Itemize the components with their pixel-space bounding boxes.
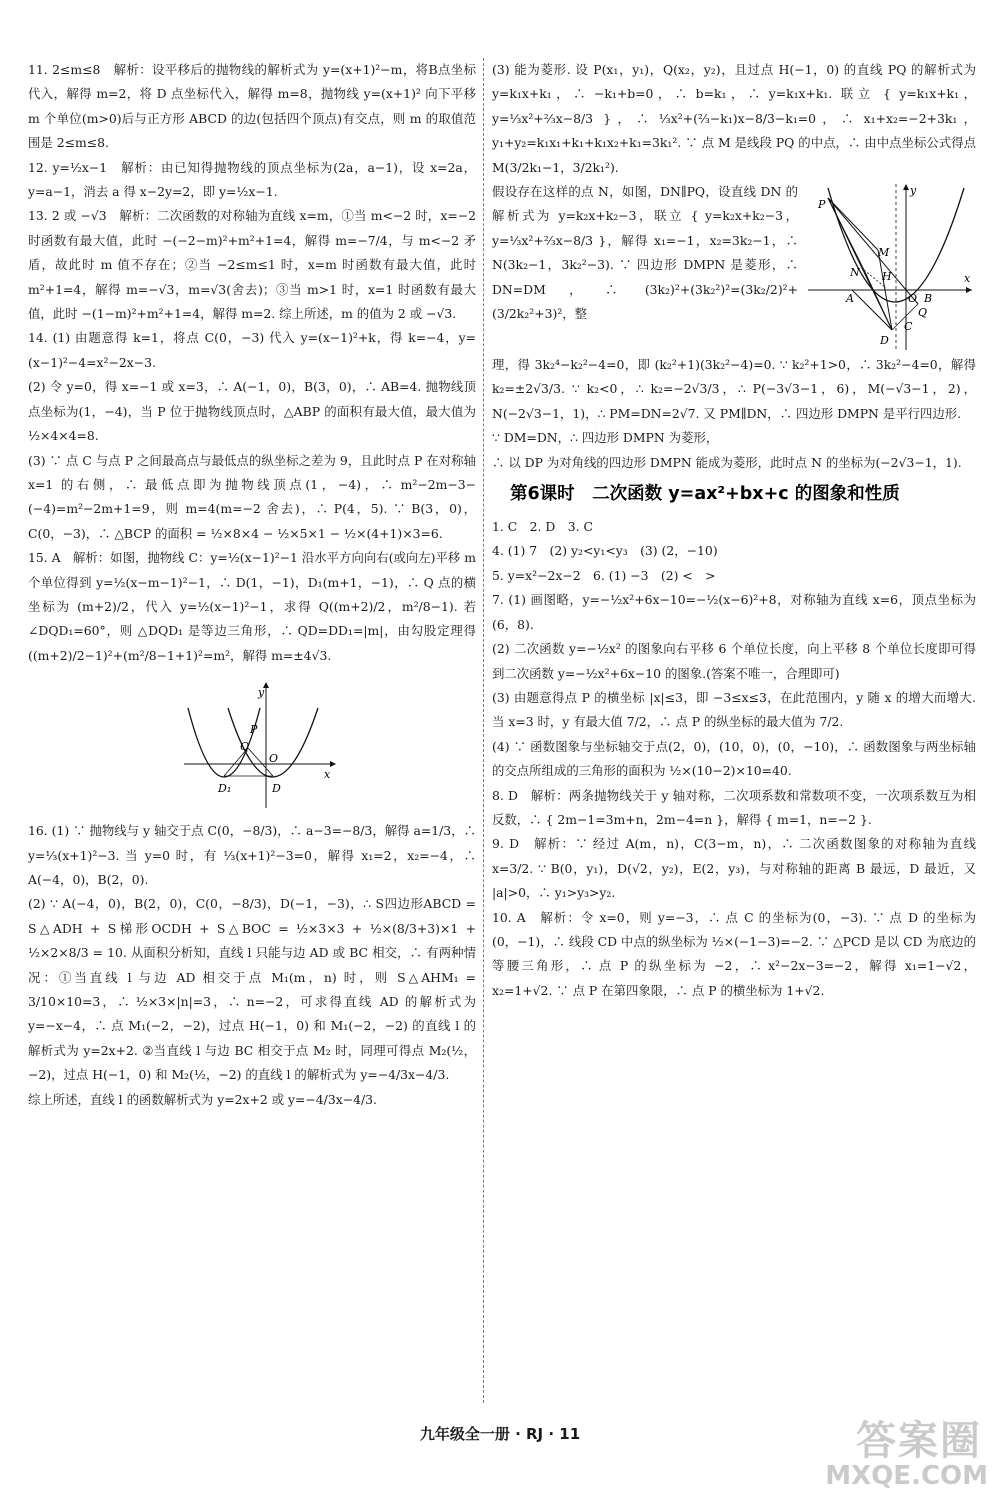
fig2-label-d: D <box>880 334 889 348</box>
fig2-label-h: H <box>882 270 892 284</box>
rhombus-figure <box>806 180 976 353</box>
left-answers-q16 <box>28 819 476 1112</box>
watermark-bottom-text: MXQE.COM <box>825 1461 988 1491</box>
fig1-label-q: Q <box>240 740 250 754</box>
fig1-label-d: D <box>272 782 281 796</box>
answer-paragraph: 13. 2 或 −√3 解析：二次函数的对称轴为直线 x=m，①当 m<−2 时，x=−2 时函数有最大值，此时 −(−2−m)²+m²+1=4，解得 m=−7/4，与 m<−2 矛盾，故此时 m 值不存在；②当 −2≤m≤1 时，x=m 时函数有最大值，此时 m²+1=4，解得 m=−√3，m=√3(舍去)；③当 m>1 时，x=1 时函数有最大值，此时 −(1−m)²+m²+1=4，解得 m=2. 综上所述，m 的值为 2 或 −√3. <box>28 208 476 322</box>
answer-paragraph: 5. y=x²−2x−2 6. (1) −3 (2) < > <box>492 567 716 583</box>
fig1-label-x: x <box>324 768 331 782</box>
answer-paragraph: 16. (1) ∵ 抛物线与 y 轴交于点 C(0，−8/3)，∴ a−3=−8/3，解得 a=1/3，∴ y=⅓(x+1)²−3. 当 y=0 时，有 ⅓(x+1)²−3=0，解得 x₁=2，x₂=−4，∴ A(−4，0)，B(2，0). <box>28 823 476 887</box>
answer-paragraph: (2) 令 y=0，得 x=−1 或 x=3，∴ A(−1，0)，B(3，0)，∴ AB=4. 抛物线顶点坐标为(1，−4)，当 P 位于抛物线顶点时，△ABP 的面积有最大值，最大值为 ½×4×4=8. <box>28 379 476 444</box>
answer-paragraph: ∴ 以 DP 为对角线的四边形 DMPN 能成为菱形，此时点 N 的坐标为(−2√3−1，1). <box>492 454 962 470</box>
answer-paragraph: (3) 能为菱形. 设 P(x₁，y₁)，Q(x₂，y₂)，且过点 H(−1，0) 的直线 PQ 的解析式为 y=k₁x+k₁，∴ −k₁+b=0，∴ b=k₁，∴ y=k₁x+k₁. 联立 { y=k₁x+k₁，y=⅓x²+⅔x−8/3 }，∴ ⅓x²+(⅔−k₁)x−8/3−k₁=0，∴ x₁+x₂=−2+3k₁，y₁+y₂=k₁x₁+k₁+k₁x₂+k₁=3k₁². ∵ 点 M 是线段 PQ 的中点，∴ 由中点坐标公式得点 M(3/2k₁−1，3/2k₁²). <box>492 62 976 175</box>
answer-paragraph: (3) ∵ 点 C 与点 P 之间最高点与最低点的纵坐标之差为 9，且此时点 P 在对称轴 x=1 的右侧，∴ 最低点即为抛物线顶点(1，−4)，∴ m²−2m−3−(−4)=m²−2m+1=9，则 m=4(m=−2 舍去)，∴ P(4，5). ∵ B(3，0)，C(0，−3)，∴ △BCP 的面积 = ½×8×4 − ½×5×1 − ½×(4+1)×3=6. <box>28 452 476 541</box>
fig2-label-y: y <box>910 184 917 198</box>
fig2-label-x: x <box>964 272 971 286</box>
answer-paragraph: (3) 由题意得点 P 的横坐标 |x|≤3，即 −3≤x≤3，在此范围内，y 随 x 的增大而增大. 当 x=3 时，y 有最大值 7/2，∴ 点 P 的纵坐标的最大值为 7/2. <box>492 689 976 730</box>
rhombus-graph <box>806 180 976 353</box>
fig1-label-p: P <box>250 723 258 737</box>
page-footer: 九年级全一册 · RJ · 11 <box>419 1425 581 1443</box>
parabola-figure-q15 <box>178 676 338 811</box>
watermark-logo <box>812 1409 992 1491</box>
answer-paragraph: (2) ∵ A(−4，0)，B(2，0)，C(0，−8/3)，D(−1，−3)，∴ S四边形ABCD = S△ADH + S梯形OCDH + S△BOC = ½×3×3 + ½×(8/3+3)×1 + ½×2×8/3 = 10. 从面积分析知，直线 l 只能与边 AD 或 BC 相交，∴ 有两种情况：①当直线 l 与边 AD 相交于点 M₁(m，n) 时，则 S△AHM₁ = 3/10×10=3，∴ ½×3×|n|=3，∴ n=−2，可求得直线 AD 的解析式为 y=−x−4，∴ 点 M₁(−2，−2)，过点 H(−1，0) 和 M₁(−2，−2) 的直线 l 的解析式为 y=2x+2. ②当直线 l 与边 BC 相交于点 M₂ 时，同理可得点 M₂(½，−2)，过点 H(−1，0) 和 M₂(½，−2) 的直线 l 的解析式为 y=−4/3x−4/3. <box>28 896 476 1083</box>
watermark-top-text: 答案圈 <box>856 1418 982 1464</box>
answer-paragraph: 11. 2≤m≤8 解析：设平移后的抛物线的解析式为 y=(x+1)²−m，将B点坐标代入，解得 m=2，将 D 点坐标代入，解得 m=8，抛物线 y=(x+1)² 向下平移 m 个单位(m>0)后与正方形 ABCD 的边(包括四个顶点)有交点，则 m 的取值范围是 2≤m≤8. <box>28 62 476 151</box>
answer-paragraph: 综上所述，直线 l 的函数解析式为 y=2x+2 或 y=−4/3x−4/3. <box>28 1091 377 1107</box>
answer-paragraph: 8. D 解析：两条抛物线关于 y 轴对称，二次项系数和常数项不变，一次项系数互为相反数，∴ { 2m−1=3m+n，2m−4=n }，解得 { m=1，n=−2 }. <box>492 787 976 827</box>
section-title: 第6课时 二次函数 y=ax²+bx+c 的图象和性质 <box>510 484 900 505</box>
answer-paragraph: (4) ∵ 函数图象与坐标轴交于点(2，0)，(10，0)，(0，−10)，∴ 函数图象与两坐标轴的交点所组成的三角形的面积为 ½×(10−2)×10=40. <box>492 738 976 779</box>
fig2-label-q: Q <box>918 306 928 320</box>
right-answers-bottom <box>492 515 976 1003</box>
right-column <box>492 58 976 1003</box>
fig1-label-y: y <box>258 686 265 700</box>
fig2-label-b: B <box>924 292 933 306</box>
fig2-label-a: A <box>846 292 854 306</box>
fig2-label-p: P <box>818 198 826 212</box>
fig2-label-n: N <box>850 266 860 280</box>
right-answers-after-figure <box>492 353 976 475</box>
right-answers-top <box>492 58 976 180</box>
answer-paragraph: 假设存在这样的点 N，如图，DN∥PQ，设直线 DN 的解析式为 y=k₂x+k₂−3，联立 { y=k₂x+k₂−3，y=⅓x²+⅔x−8/3 }，解得 x₁=−1，x₂=3k₂−1，∴ N(3k₂−1，3k₂²−3). ∵ 四边形 DMPN 是菱形，∴ DN=DM，∴ (3k₂)²+(3k₂²)²=(3k₂/2)²+(3/2k₂²+3)²，整 <box>492 184 798 322</box>
answer-paragraph: 14. (1) 由题意得 k=1，将点 C(0，−3) 代入 y=(x−1)²+k，得 k=−4，y=(x−1)²−4=x²−2x−3. <box>28 330 476 370</box>
fig2-label-m: M <box>878 246 890 260</box>
answer-paragraph: 4. (1) 7 (2) y₂<y₁<y₃ (3) (2，−10) <box>492 543 718 559</box>
answer-paragraph: 1. C 2. D 3. C <box>492 519 593 535</box>
fig1-label-o: O <box>269 752 279 766</box>
column-divider <box>483 58 484 1403</box>
answer-paragraph: 15. A 解析：如图，抛物线 C：y=½(x−1)²−1 沿水平方向向右(或向左)平移 m 个单位得到 y=½(x−m−1)²−1，∴ D(1，−1)，D₁(m+1，−1)，∴ Q 点的横坐标为 (m+2)/2，代入 y=½(x−1)²−1，求得 Q((m+2)/2，m²/8−1). 若 ∠DQD₁=60°，则 △DQD₁ 是等边三角形，∴ QD=DD₁=|m|，由勾股定理得 ((m+2)/2−1)²+(m²/8−1+1)²=m²，解得 m=±4√3. <box>28 550 476 663</box>
parabola-graph <box>178 676 338 811</box>
answer-paragraph: 9. D 解析：∵ 经过 A(m，n)，C(3−m，n)，∴ 二次函数图象的对称轴为直线 x=3/2. ∵ B(0，y₁)，D(√2，y₂)，E(2，y₃)，与对称轴的距离 B 最远，D 最近，又 |a|>0，∴ y₁>y₃>y₂. <box>492 836 976 901</box>
answer-paragraph: 10. A 解析：令 x=0，则 y=−3，∴ 点 C 的坐标为(0，−3). ∵ 点 D 的坐标为(0，−1)，∴ 线段 CD 中点的纵坐标为 ½×(−1−3)=−2. ∵ △PCD 是以 CD 为底边的等腰三角形，∴ 点 P 的纵坐标为 −2，∴ x²−2x−3=−2，解得 x₁=1−√2，x₂=1+√2. ∵ 点 P 在第四象限，∴ 点 P 的横坐标为 1+√2. <box>492 909 976 998</box>
fig2-label-c: C <box>904 320 913 334</box>
left-answers <box>28 58 476 668</box>
fig2-label-o: O <box>908 292 918 306</box>
left-column <box>28 58 476 1112</box>
answer-paragraph: 12. y=½x−1 解析：由已知得抛物线的顶点坐标为(2a，a−1)，设 x=2a，y=a−1，消去 a 得 x−2y=2，即 y=½x−1. <box>28 159 476 200</box>
answer-paragraph: (2) 二次函数 y=−½x² 的图象向右平移 6 个单位长度，向上平移 8 个单位长度即可得到二次函数 y=−½x²+6x−10 的图象.(答案不唯一，合理即可) <box>492 641 976 681</box>
answer-paragraph: 理，得 3k₂⁴−k₂²−4=0，即 (k₂²+1)(3k₂²−4)=0. ∵ k₂²+1>0，∴ 3k₂²−4=0，解得 k₂=±2√3/3. ∵ k₂<0，∴ k₂=−2√3/3，∴ P(−3√3−1，6)，M(−√3−1，2)，N(−2√3−1，1)，∴ PM=DN=2√7. 又 PM∥DN，∴ 四边形 DMPN 是平行四边形. <box>492 357 976 421</box>
fig1-label-d1: D₁ <box>218 782 232 796</box>
answer-paragraph: 7. (1) 画图略，y=−½x²+6x−10=−½(x−6)²+8，对称轴为直线 x=6，顶点坐标为(6，8). <box>492 592 976 632</box>
rhombus-block <box>492 180 976 353</box>
answer-paragraph: ∵ DM=DN，∴ 四边形 DMPN 为菱形， <box>492 430 719 446</box>
